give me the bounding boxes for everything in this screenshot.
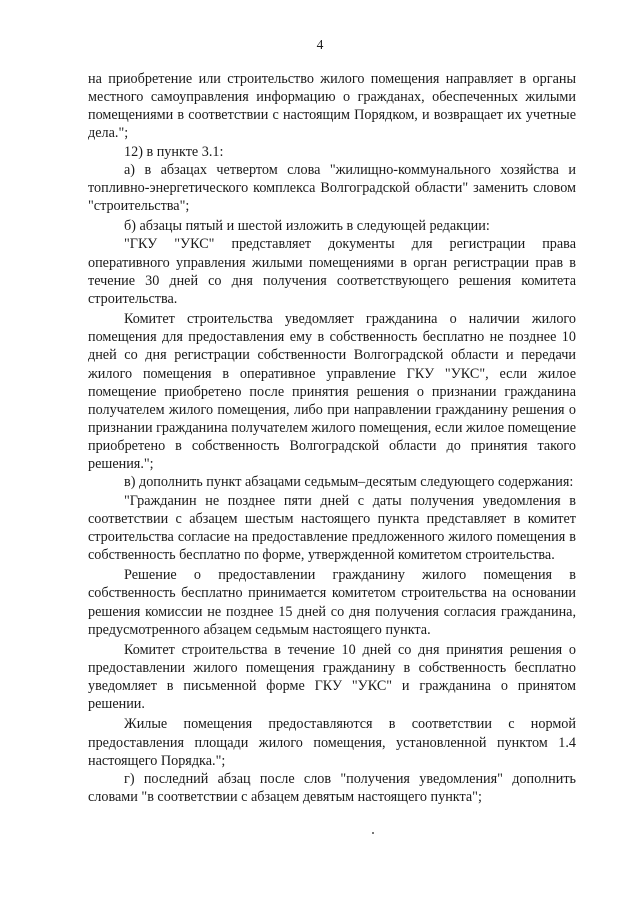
paragraph-subitem-a: а) в абзацах четвертом слова "жилищно-коммунального хозяйства и топливно-энергетического комплекса Волгоградской области" заменить словом "строительства"; bbox=[88, 161, 576, 215]
paragraph-item-12: 12) в пункте 3.1: bbox=[124, 143, 224, 160]
paragraph-subitem-v: в) дополнить пункт абзацами седьмым–десятым следующего содержания: bbox=[124, 474, 574, 491]
paragraph-housing-norm: Жилые помещения предоставляются в соответствии с нормой предоставления площади жилого помещения, установленной пунктом 1.4 настоящего Порядка."; bbox=[88, 716, 576, 769]
paragraph-subitem-g: г) последний абзац после слов "получения уведомления" дополнить словами "в соответствии с абзацем девятым настоящего пункта"; bbox=[88, 770, 576, 806]
paragraph-gku-registration: "ГКУ "УКС" представляет документы для регистрации права оперативного управления жилыми помещениями в орган регистрации прав в течение 30 дней со дня получения соответствующего решения комитета строительства. bbox=[88, 236, 576, 307]
scan-speck bbox=[372, 832, 374, 834]
page-number: 4 bbox=[316, 37, 324, 52]
document-body bbox=[88, 70, 576, 806]
paragraph-continuation: на приобретение или строительство жилого помещения направляет в органы местного самоуправления информацию о гражданах, обеспеченных жилыми помещениями в соответствии с настоящим Порядком, и возвращает их учетные дела."; bbox=[88, 71, 576, 142]
paragraph-committee-notification: Комитет строительства уведомляет гражданина о наличии жилого помещения для предоставления ему в собственность бесплатно не позднее 10 дней со дня регистрации собственности Волгоградской области и передачи жилого помещения в оперативное управление ГКУ "УКС", если жилое помещение приобретено после принятия решения о признании гражданина получателем жилого помещения, либо при направлении гражданину решения о признании гражданина получателем жилого помещения, если жилое помещение приобретено в собственность Волгоградской области до принятия такого решения."; bbox=[88, 311, 576, 473]
paragraph-subitem-b: б) абзацы пятый и шестой изложить в следующей редакции: bbox=[124, 218, 490, 235]
paragraph-citizen-consent: "Гражданин не позднее пяти дней с даты получения уведомления в соответствии с абзацем шестым настоящего пункта представляет в комитет строительства согласие на предоставление предложенного жилого помещения в собственность бесплатно по форме, утвержденной комитетом строительства. bbox=[88, 492, 576, 564]
paragraph-committee-notice: Комитет строительства в течение 10 дней со дня принятия решения о предоставлении жилого помещения гражданину в собственность бесплатно уведомляет в письменной форме ГКУ "УКС" и гражданина о принятом решении. bbox=[88, 641, 576, 713]
paragraph-decision: Решение о предоставлении гражданину жилого помещения в собственность бесплатно принимается комитетом строительства на основании решения комиссии не позднее 15 дней со дня получения согласия гражданина, предусмотренного абзацем седьмым настоящего пункта. bbox=[88, 567, 576, 638]
